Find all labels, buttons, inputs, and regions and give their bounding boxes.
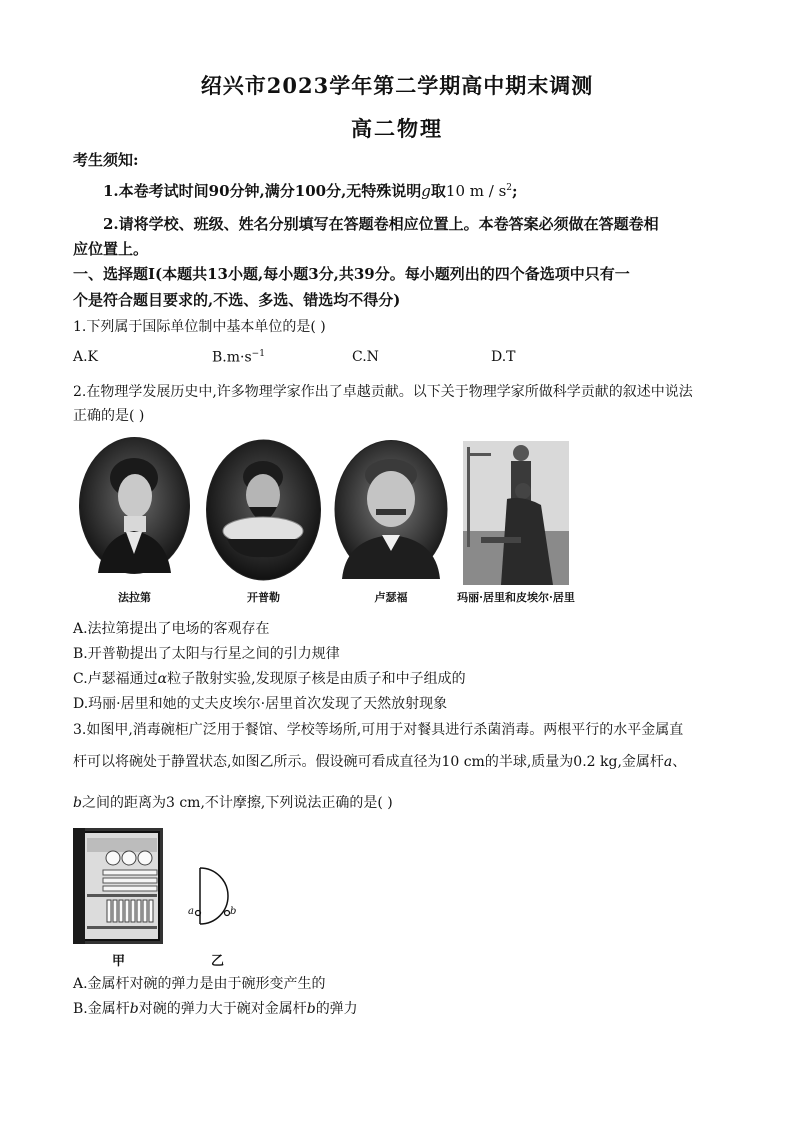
- caption-curie: 玛丽·居里和皮埃尔·居里: [457, 591, 575, 604]
- q3-option-b-d: 的弹力: [315, 1001, 358, 1017]
- page-title: 绍兴市2023学年第二学期高中期末调测: [200, 73, 594, 98]
- q3-stem2-e: 、: [672, 754, 687, 770]
- notice-item-1-value: 10 m / s: [445, 182, 507, 200]
- label-b: b: [230, 906, 237, 917]
- q2-option-c: [73, 668, 466, 688]
- q2-option-c-text-a: C.卢瑟福通过: [73, 671, 158, 687]
- q1-option-b-text: B.m·s: [212, 349, 252, 366]
- q3-stem3-rod-b: b: [73, 795, 82, 811]
- q2-option-c-alpha: α: [157, 671, 168, 687]
- faraday-portrait: [78, 436, 191, 575]
- q2-option-a: A.法拉第提出了电场的客观存在: [73, 621, 270, 637]
- notice-item-1-sup: 2: [506, 183, 513, 193]
- q3-option-b-rod1: b: [129, 1001, 139, 1017]
- notice-item-1-text: 1.本卷考试时间90分钟,满分100分,无特殊说明: [103, 182, 422, 200]
- label-a: a: [188, 906, 194, 917]
- q3-option-b: [73, 998, 358, 1018]
- notice-item-1-take: 取: [430, 182, 446, 200]
- q1-option-b: [212, 349, 265, 366]
- q3-stem2-rod-a: a: [663, 754, 673, 770]
- q3-stem3-a: 之间的距离为: [81, 795, 166, 811]
- notice-item-1: [103, 180, 518, 201]
- q3-stem2-b: 的半球,质量为: [484, 754, 574, 770]
- rutherford-portrait: [334, 439, 448, 580]
- section1-line1: 一、选择题Ⅰ(本题共13小题,每小题3分,共39分。每小题列出的四个备选项中只有一: [73, 265, 630, 283]
- q3-option-b-rod2: b: [306, 1001, 316, 1017]
- fig-label-jia: 甲: [112, 954, 126, 969]
- cabinet-figure: [73, 828, 163, 944]
- q2-stem-line2: 正确的是( ): [73, 408, 145, 424]
- q3-stem2-c: ,金属杆: [617, 754, 664, 770]
- section1-line2: 个是符合题目要求的,不选、多选、错选均不得分): [73, 291, 401, 309]
- q2-stem-line1: 2.在物理学发展历史中,许多物理学家作出了卓越贡献。以下关于物理学家所做科学贡献的叙述中说法: [73, 384, 693, 400]
- notice-item-1-end: ;: [512, 182, 518, 200]
- q3-stem3-c: ,不计摩擦,下列说法正确的是( ): [200, 795, 393, 811]
- q3-stem-line1: 3.如图甲,消毒碗柜广泛用于餐馆、学校等场所,可用于对餐具进行杀菌消毒。两根平行的水平金属直: [73, 722, 684, 738]
- q3-option-a: A.金属杆对碗的弹力是由于碗形变产生的: [73, 976, 326, 992]
- q3-stem-line3: [73, 792, 393, 812]
- curie-photo: [463, 441, 569, 585]
- q1-option-c: C.N: [352, 349, 379, 365]
- bowl-diagram: [184, 864, 244, 930]
- kepler-portrait: [205, 439, 322, 581]
- notice-item-1-g: g: [421, 182, 431, 200]
- q2-option-c-text-b: 粒子散射实验,发现原子核是由质子和中子组成的: [167, 671, 466, 687]
- q1-option-b-sup: −1: [251, 349, 265, 359]
- q3-option-b-a: B.金属杆: [73, 1001, 130, 1017]
- caption-kepler: 开普勒: [247, 591, 280, 604]
- notice-item-2-line2: 应位置上。: [73, 240, 149, 258]
- q3-stem2-diameter: 10 cm: [441, 754, 485, 770]
- subject-title: 高二物理: [351, 116, 443, 141]
- q1-option-a: A.K: [73, 349, 99, 365]
- q1-stem: 1.下列属于国际单位制中基本单位的是( ): [73, 319, 326, 335]
- caption-faraday: 法拉第: [118, 591, 151, 604]
- q3-stem3-distance: 3 cm: [165, 795, 201, 811]
- notice-heading: 考生须知:: [73, 151, 139, 169]
- q2-option-d: D.玛丽·居里和她的丈夫皮埃尔·居里首次发现了天然放射现象: [73, 696, 448, 712]
- rod-b-icon: [225, 911, 230, 916]
- q3-stem2-mass: 0.2 kg: [573, 754, 618, 770]
- q2-option-b: B.开普勒提出了太阳与行星之间的引力规律: [73, 646, 340, 662]
- q3-stem2-a: 杆可以将碗处于静置状态,如图乙所示。假设碗可看成直径为: [73, 754, 442, 770]
- notice-item-2-line1: 2.请将学校、班级、姓名分别填写在答题卷相应位置上。本卷答案必须做在答题卷相: [103, 215, 659, 233]
- q3-stem-line2: [73, 751, 686, 771]
- q1-option-d: D.T: [491, 349, 516, 365]
- q3-option-b-c: 对碗的弹力大于碗对金属杆: [138, 1001, 307, 1017]
- fig-label-yi: 乙: [211, 954, 225, 969]
- caption-rutherford: 卢瑟福: [374, 591, 408, 604]
